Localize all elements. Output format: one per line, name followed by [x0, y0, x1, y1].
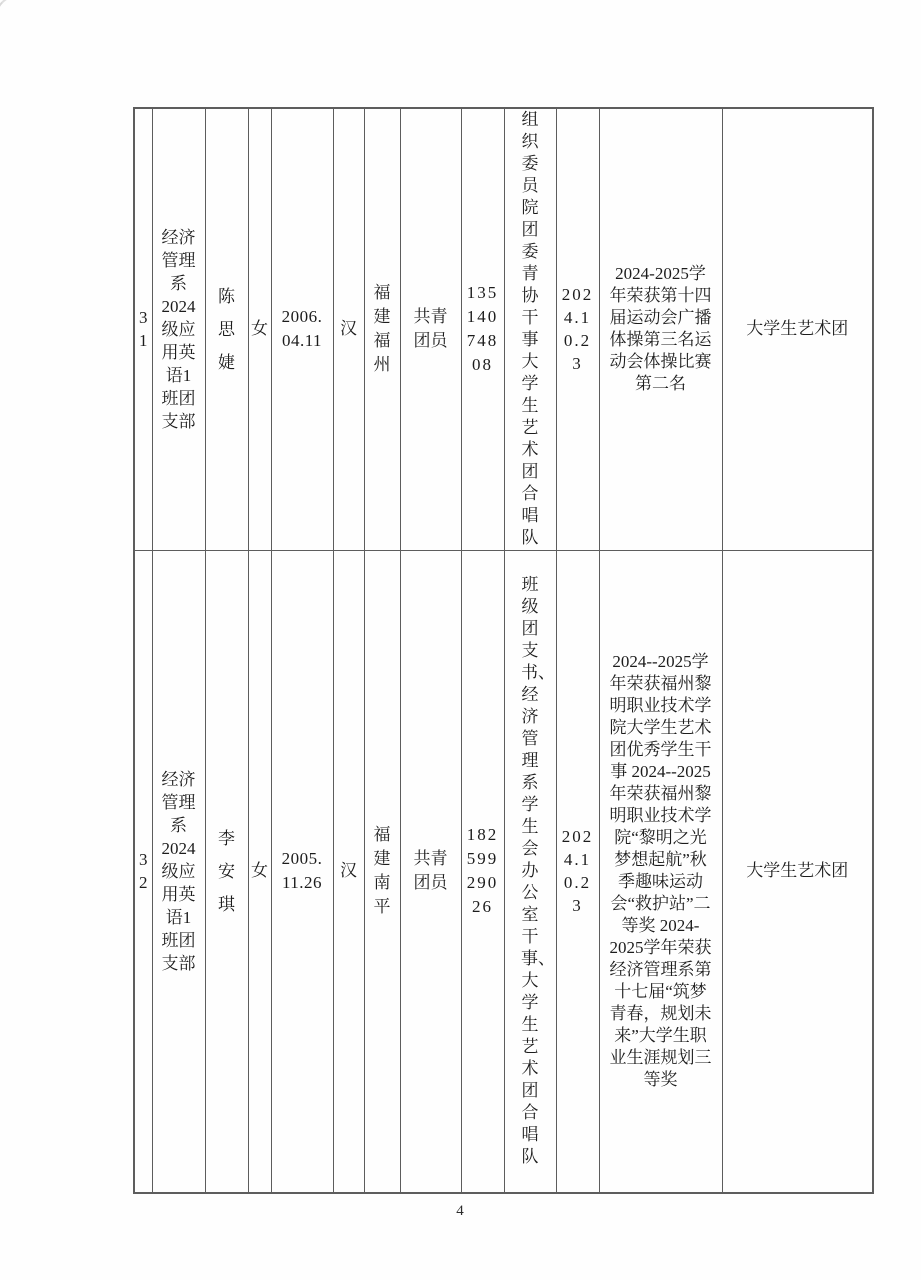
cell-remark: [722, 108, 873, 550]
cell-birth-date: [271, 550, 333, 1193]
date-value: 2024.10.23: [561, 827, 594, 916]
cell-ethnicity: [333, 550, 364, 1193]
cell-awards: [599, 108, 722, 550]
table-row: [134, 550, 873, 1193]
ethnicity-value: 汉: [340, 861, 357, 881]
remark-value: 大学生艺术团: [746, 319, 849, 339]
cell-phone: [461, 550, 504, 1193]
cell-class: [152, 550, 205, 1193]
cell-date: [556, 108, 599, 550]
name-value: 李安琪: [218, 828, 235, 914]
cell-name: [205, 108, 248, 550]
native-place-value: 福建福州: [373, 283, 391, 375]
class-value: 经济管理系2024级应用英语1班团支部: [161, 227, 196, 431]
political-status-value: 共青团员: [413, 849, 448, 893]
cell-political-status: [400, 108, 461, 550]
political-status-value: 共青团员: [413, 307, 448, 351]
number-value: 31: [139, 308, 148, 351]
cell-native-place: [364, 550, 400, 1193]
ethnicity-value: 汉: [340, 319, 357, 339]
page-number: 4: [456, 1203, 465, 1219]
page-corner-shade: [0, 0, 28, 40]
gender-value: 女: [251, 861, 268, 881]
class-value: 经济管理系2024级应用英语1班团支部: [161, 769, 196, 973]
awards-value: 2024--2025学年荣获福州黎明职业技术学院大学生艺术团优秀学生干事 2024--2025年荣获福州黎明职业技术学院“黎明之光 梦想起航”秋季趣味运动会“救护站”二等奖 2024-2025学年荣获经济管理系第十七届“筑梦青春，规划未来”大学生职业生涯规划三等奖: [609, 652, 712, 1090]
cell-class: [152, 108, 205, 550]
student-roster-table: [133, 107, 874, 1194]
cell-awards: [599, 550, 722, 1193]
name-value: 陈思婕: [218, 286, 235, 372]
date-value: 2024.10.23: [561, 285, 594, 374]
gender-value: 女: [251, 319, 268, 339]
cell-remark: [722, 550, 873, 1193]
cell-number: [134, 550, 152, 1193]
position-value: 班级团支书、经济管理系学生会办公室干事、大学生艺术团合唱队: [521, 575, 555, 1167]
cell-political-status: [400, 550, 461, 1193]
cell-position: [504, 108, 556, 550]
native-place-value: 福建南平: [373, 825, 391, 917]
table-row: [134, 108, 873, 550]
cell-date: [556, 550, 599, 1193]
cell-ethnicity: [333, 108, 364, 550]
cell-native-place: [364, 108, 400, 550]
cell-number: [134, 108, 152, 550]
cell-phone: [461, 108, 504, 550]
position-value: 组织委员院团委青协干事大学生艺术团合唱队: [521, 110, 539, 548]
cell-name: [205, 550, 248, 1193]
birth-date-value: 2005.11.26: [281, 849, 323, 893]
phone-value: 13514074808: [466, 283, 499, 375]
phone-value: 18259929026: [466, 825, 499, 917]
cell-position: [504, 550, 556, 1193]
number-value: 32: [139, 850, 148, 893]
remark-value: 大学生艺术团: [746, 861, 849, 881]
cell-gender: [248, 550, 271, 1193]
awards-value: 2024-2025学年荣获第十四届运动会广播体操第三名运动会体操比赛第二名: [609, 264, 712, 394]
birth-date-value: 2006.04.11: [281, 307, 323, 351]
cell-birth-date: [271, 108, 333, 550]
cell-gender: [248, 108, 271, 550]
